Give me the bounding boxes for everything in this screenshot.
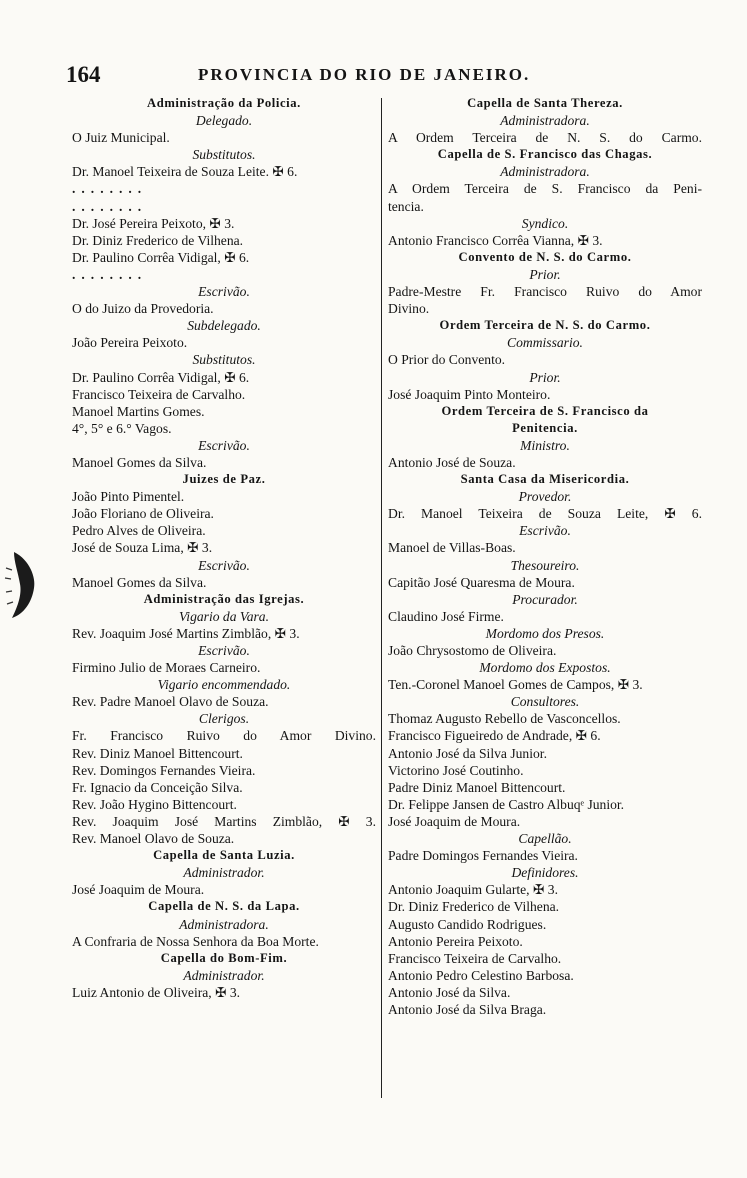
- section-heading: Capella de Santa Luzia.: [153, 848, 295, 863]
- name-entry: Francisco Figueiredo de Andrade, ✠ 6.: [388, 728, 601, 744]
- name-entry: Padre Diniz Manoel Bittencourt.: [388, 779, 566, 795]
- name-entry: A Confraria de Nossa Senhora da Boa Morte.: [72, 933, 319, 949]
- role-title: Mordomo dos Presos.: [485, 625, 605, 641]
- name-entry: Padre-Mestre Fr. Francisco Ruivo do Amor: [388, 284, 702, 300]
- name-entry: Antonio José da Silva Braga.: [388, 1001, 547, 1017]
- section-heading: Juizes de Paz.: [182, 472, 266, 487]
- role-title: Escrivão.: [198, 643, 250, 658]
- name-entry: José Joaquim Pinto Monteiro.: [388, 386, 551, 402]
- role-title: Prior.: [529, 369, 561, 385]
- name-entry: A Ordem Terceira de S. Francisco da Peni-: [388, 181, 702, 197]
- section-heading: Penitencia.: [512, 420, 578, 435]
- name-entry: José de Souza Lima, ✠ 3.: [72, 540, 213, 556]
- vacancy-dots: ........: [72, 198, 148, 214]
- page-number: 164: [66, 62, 101, 87]
- margin-ink-blot: [4, 548, 38, 620]
- name-entry: Rev. Joaquim José Martins Zimblão, ✠ 3.: [72, 813, 376, 829]
- name-entry: Fr. Ignacio da Conceição Silva.: [72, 779, 243, 795]
- name-entry: Dr. Diniz Frederico de Vilhena.: [72, 232, 244, 248]
- role-title: Administradora.: [179, 916, 269, 932]
- name-entry: Augusto Candido Rodrigues.: [388, 916, 547, 932]
- role-title: Prior.: [529, 266, 561, 282]
- name-entry: Antonio Joaquim Gularte, ✠ 3.: [388, 882, 558, 898]
- name-entry: Divino.: [388, 301, 430, 317]
- role-title: Thesoureiro.: [510, 557, 580, 573]
- name-entry: Rev. Manoel Olavo de Souza.: [72, 831, 235, 847]
- name-entry: Dr. José Pereira Peixoto, ✠ 3.: [72, 215, 235, 231]
- section-heading: Santa Casa da Misericordia.: [460, 472, 630, 487]
- name-entry: Manoel Gomes da Silva.: [72, 454, 207, 470]
- name-entry: Antonio José de Souza.: [388, 454, 516, 470]
- role-title: Administradora.: [500, 113, 590, 129]
- name-entry: Antonio José da Silva Junior.: [388, 745, 547, 761]
- section-heading: Capella de Santa Thereza.: [467, 96, 623, 110]
- name-entry: Dr. Manoel Teixeira de Souza Leite. ✠ 6.: [72, 164, 298, 180]
- section-heading: Administração das Igrejas.: [143, 591, 305, 606]
- name-entry: Dr. Felippe Jansen de Castro Albuqᵉ Junior.: [388, 796, 625, 812]
- name-entry: Thomaz Augusto Rebello de Vasconcellos.: [388, 711, 621, 727]
- section-heading: Ordem Terceira de N. S. do Carmo.: [439, 318, 651, 333]
- name-entry: Firmino Julio de Moraes Carneiro.: [72, 660, 261, 676]
- name-entry: Padre Domingos Fernandes Vieira.: [388, 848, 578, 864]
- name-entry: Antonio Pereira Peixoto.: [388, 933, 523, 949]
- role-title: Provedor.: [518, 489, 572, 505]
- role-title: Subdelegado.: [187, 318, 261, 334]
- name-entry: Rev. Domingos Fernandes Vieira.: [72, 762, 256, 778]
- role-title: Administradora.: [500, 164, 590, 180]
- name-entry: Fr. Francisco Ruivo do Amor Divino.: [72, 728, 376, 744]
- column-divider: [381, 98, 382, 1098]
- section-heading: Ordem Terceira de S. Francisco da: [441, 403, 649, 418]
- name-entry: Victorino José Coutinho.: [388, 762, 524, 778]
- name-entry: Pedro Alves de Oliveira.: [72, 523, 206, 539]
- role-title: Escrivão.: [198, 557, 250, 573]
- name-entry: Dr. Paulino Corrêa Vidigal, ✠ 6.: [72, 249, 250, 265]
- role-title: Procurador.: [512, 591, 578, 607]
- running-title: PROVINCIA DO RIO DE JANEIRO.: [198, 65, 531, 84]
- role-title: Delegado.: [195, 113, 253, 129]
- role-title: Administrador.: [183, 865, 265, 881]
- name-entry: Dr. Diniz Frederico de Vilhena.: [388, 899, 560, 915]
- name-entry: João Pinto Pimentel.: [72, 489, 185, 505]
- role-title: Syndico.: [521, 215, 569, 231]
- name-entry: O Prior do Convento.: [388, 352, 506, 368]
- role-title: Definidores.: [511, 865, 579, 881]
- name-entry: Dr. Manoel Teixeira de Souza Leite, ✠ 6.: [388, 506, 702, 522]
- name-entry: Francisco Teixeira de Carvalho.: [388, 950, 562, 966]
- role-title: Clerigos.: [198, 711, 250, 727]
- role-title: Escrivão.: [198, 284, 250, 300]
- page-header: [66, 62, 586, 88]
- name-entry: O Juiz Municipal.: [72, 130, 170, 146]
- name-entry: tencia.: [388, 198, 424, 214]
- name-entry: Rev. Joaquim José Martins Zimblão, ✠ 3.: [72, 625, 300, 641]
- section-heading: Convento de N. S. do Carmo.: [458, 249, 632, 264]
- right-column: [388, 95, 702, 1018]
- name-entry: Manoel Gomes da Silva.: [72, 574, 207, 590]
- section-heading: Capella de N. S. da Lapa.: [148, 899, 300, 914]
- section-heading: Capella de S. Francisco das Chagas.: [437, 147, 653, 162]
- name-entry: O do Juizo da Provedoria.: [72, 301, 214, 317]
- name-entry: A Ordem Terceira de N. S. do Carmo.: [388, 130, 702, 146]
- section-heading: Administração da Policia.: [147, 96, 301, 110]
- name-entry: José Joaquim de Moura.: [72, 882, 205, 898]
- role-title: Escrivão.: [519, 523, 571, 539]
- name-entry: Manoel de Villas-Boas.: [388, 540, 516, 556]
- name-entry: João Floriano de Oliveira.: [72, 506, 214, 522]
- vacancy-dots: ........: [72, 266, 148, 282]
- name-entry: Capitão José Quaresma de Moura.: [388, 574, 575, 590]
- role-title: Substitutos.: [192, 352, 256, 368]
- name-entry: Rev. Diniz Manoel Bittencourt.: [72, 745, 243, 761]
- left-column: [72, 95, 376, 1001]
- name-entry: Luiz Antonio de Oliveira, ✠ 3.: [72, 984, 241, 1000]
- name-entry: Antonio Francisco Corrêa Vianna, ✠ 3.: [388, 232, 603, 248]
- name-entry: José Joaquim de Moura.: [388, 813, 521, 829]
- name-entry: Manoel Martins Gomes.: [72, 403, 205, 419]
- name-entry: João Chrysostomo de Oliveira.: [388, 643, 557, 658]
- name-entry: João Pereira Peixoto.: [72, 335, 188, 351]
- role-title: Mordomo dos Expostos.: [479, 660, 611, 676]
- role-title: Vigario da Vara.: [179, 608, 269, 624]
- vacancy-dots: ........: [72, 181, 148, 197]
- name-entry: Rev. João Hygino Bittencourt.: [72, 796, 237, 812]
- role-title: Administrador.: [183, 967, 265, 983]
- name-entry: Rev. Padre Manoel Olavo de Souza.: [72, 694, 269, 710]
- name-entry: 4°, 5° e 6.° Vagos.: [72, 420, 172, 436]
- section-heading: Capella do Bom-Fim.: [160, 950, 288, 965]
- role-title: Consultores.: [510, 694, 580, 710]
- role-title: Capellão.: [518, 831, 572, 847]
- name-entry: Antonio José da Silva.: [388, 984, 511, 1000]
- role-title: Ministro.: [520, 437, 570, 453]
- name-entry: Francisco Teixeira de Carvalho.: [72, 386, 246, 402]
- name-entry: Ten.-Coronel Manoel Gomes de Campos, ✠ 3.: [388, 677, 643, 693]
- role-title: Escrivão.: [198, 437, 250, 453]
- role-title: Substitutos.: [192, 147, 256, 163]
- name-entry: Antonio Pedro Celestino Barbosa.: [388, 967, 574, 983]
- role-title: Vigario encommendado.: [157, 677, 291, 693]
- name-entry: Claudino José Firme.: [388, 608, 504, 624]
- role-title: Commissario.: [507, 335, 583, 351]
- name-entry: Dr. Paulino Corrêa Vidigal, ✠ 6.: [72, 369, 250, 385]
